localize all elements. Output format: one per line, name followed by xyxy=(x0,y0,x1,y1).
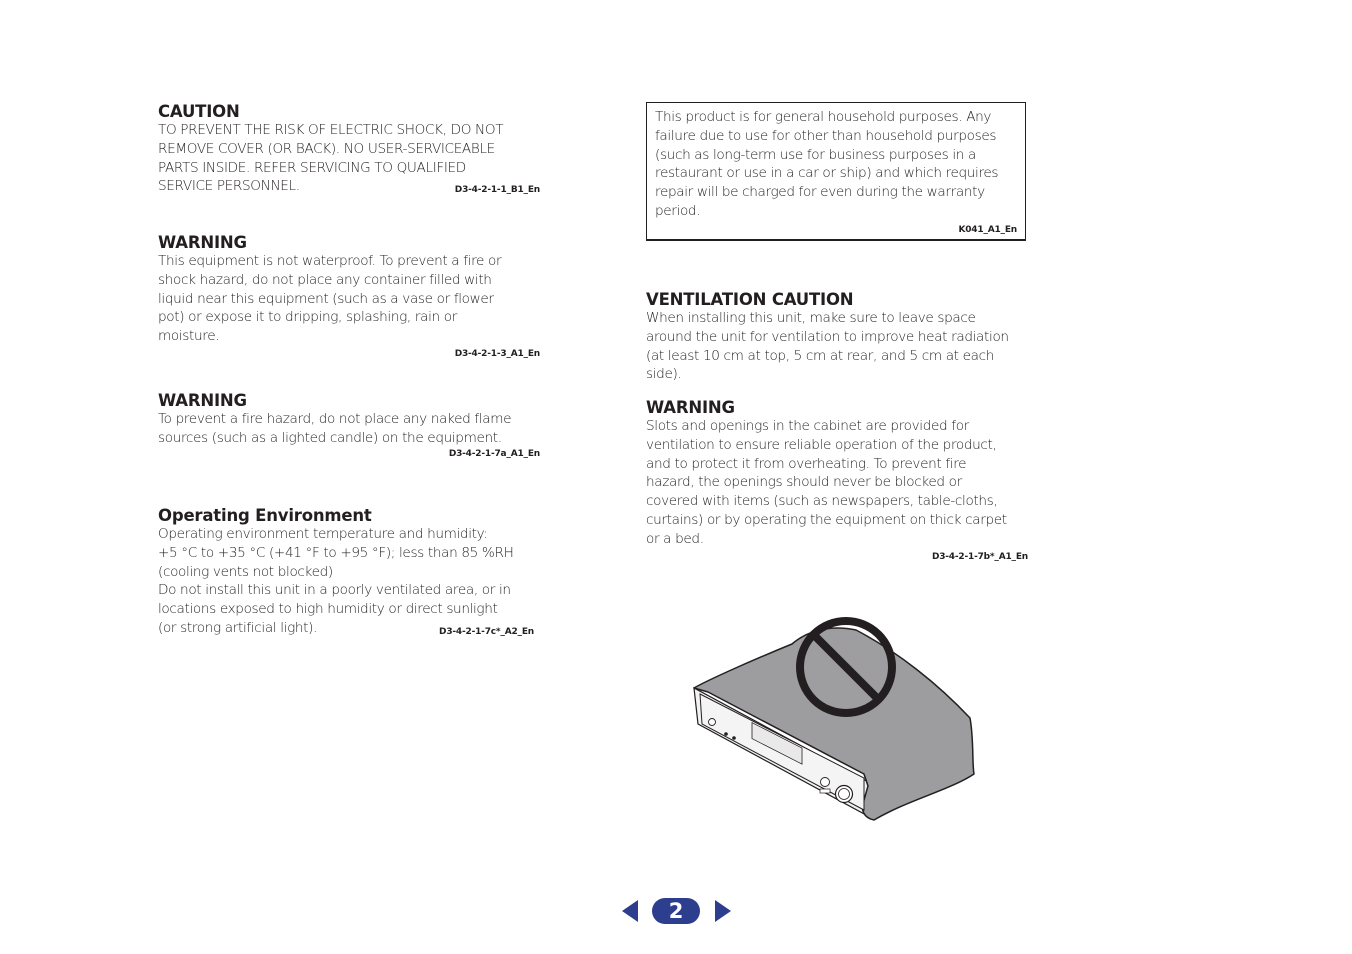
triangle-right-icon[interactable] xyxy=(715,900,731,922)
caution-code: D3-4-2-1-1_B1_En xyxy=(454,185,540,196)
page-number: 2 xyxy=(652,898,700,924)
caution-heading: CAUTION xyxy=(158,102,240,121)
warning-flame-section xyxy=(158,391,540,460)
warning-openings-body: Slots and openings in the cabinet are provided for ventilation to ensure reliable operation of the product, and to protect it from overheating. To prevent fire hazard, the openings should never be blocked or covered with items (such as newspapers, table-cloths, curtains) or by operating the equipment on thick carpet or a bed. xyxy=(646,418,1007,547)
warning-flame-code: D3-4-2-1-7a_A1_En xyxy=(448,448,540,459)
ventilation-caution-section xyxy=(646,290,1028,384)
warning-water-section xyxy=(158,233,540,360)
caution-section xyxy=(158,102,540,196)
warning-openings-heading: WARNING xyxy=(646,398,735,417)
operating-environment-heading: Operating Environment xyxy=(158,506,372,525)
operating-environment-body: Operating environment temperature and humidity: +5 °C to +35 °C (+41 °F to +95 °F); less than 85 %RH (cooling vents not blocked) Do not install this unit in a poorly ventilated area, or in locations exposed to high humidity or direct sunlight (or strong artificial light). xyxy=(158,526,514,636)
covered-receiver-prohibited-icon xyxy=(688,614,978,826)
page-navigation xyxy=(620,896,734,926)
warning-water-body: This equipment is not waterproof. To prevent a fire or shock hazard, do not place any container filled with liquid near this equipment (such as a vase or flower pot) or expose it to dripping, splashing, rain or moisture. xyxy=(158,253,502,345)
warning-flame-body: To prevent a fire hazard, do not place any naked flame sources (such as a lighted candle) on the equipment. xyxy=(158,411,512,446)
warning-openings-code: D3-4-2-1-7b*_A1_En xyxy=(931,551,1028,562)
household-purpose-code: K041_A1_En xyxy=(958,224,1017,235)
warning-water-code: D3-4-2-1-3_A1_En xyxy=(454,348,540,359)
warning-water-heading: WARNING xyxy=(158,233,247,252)
warning-flame-heading: WARNING xyxy=(158,391,247,410)
caution-body: TO PREVENT THE RISK OF ELECTRIC SHOCK, DO NOT REMOVE COVER (OR BACK). NO USER-SERVICEABLE PARTS INSIDE. REFER SERVICING TO QUALIFIED SERVICE PERSONNEL. xyxy=(158,122,504,195)
operating-environment-code: D3-4-2-1-7c*_A2_En xyxy=(439,626,534,637)
household-purpose-body: This product is for general household purposes. Any failure due to use for other than household purposes (such as long-term use for business purposes in a restaurant or use in a car or ship) and which requires repair will be charged for even during the warranty period. xyxy=(655,109,999,219)
triangle-left-icon[interactable] xyxy=(622,900,638,922)
ventilation-caution-body: When installing this unit, make sure to leave space around the unit for ventilation to improve heat radiation (at least 10 cm at top, 5 cm at rear, and 5 cm at each side). xyxy=(646,310,1009,383)
operating-environment-section xyxy=(158,506,540,638)
ventilation-caution-heading: VENTILATION CAUTION xyxy=(646,290,854,309)
household-purpose-box xyxy=(646,102,1026,241)
warning-openings-section xyxy=(646,398,1028,563)
